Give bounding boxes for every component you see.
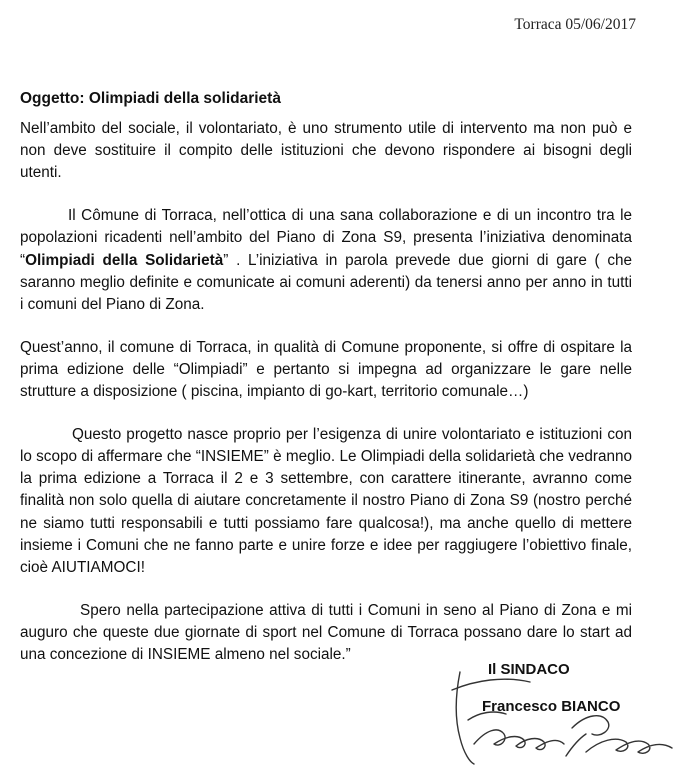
signature-stroke [474, 730, 564, 750]
date-line: Torraca 05/06/2017 [514, 16, 636, 33]
letter-body [20, 118, 632, 687]
paragraph-4: Questo progetto nasce proprio per l’esigenza di unire volontariato e istituzioni con lo scopo di affermare che “INSIEME” è meglio. Le Olimpiadi della solidarietà che vedranno la prima edizione a Torraca il 2 e 3 settembre, con carattere itinerante, avranno come finalità non solo quella di aiutare concretamente il nostro Piano di Zona S9 (nostro perché ne siamo tutti responsabili e tutti possiamo fare qualcosa!), ma anche quello di mettere insieme i Comuni che ne fanno parte e unire forze e idee per raggiugere l’obiettivo finale, cioè AIUTIAMOCI! [20, 425, 632, 576]
signature-stroke [566, 734, 586, 756]
signature-name: Francesco BIANCO [482, 698, 621, 715]
paragraph-2 [20, 205, 632, 316]
signature-stroke [452, 679, 530, 690]
paragraph-2-part-b: ” . L’iniziativa in parola prevede due giorni di gare ( che saranno meglio definite e comunicate ai comuni aderenti) da tenersi anno per anno in tutti i comuni del Piano di Zona. [20, 251, 632, 313]
paragraph-2-part-a: Il Cômune di Torraca, nell’ottica di una sana collaborazione e di un incontro tra le popolazioni ricadenti nell’ambito del Piano di Zona S9, presenta l’iniziativa denominata “ [20, 207, 632, 269]
paragraph-5: Spero nella partecipazione attiva di tutti i Comuni in seno al Piano di Zona e mi auguro che queste due giornate di sport nel Comune di Torraca possano dare lo start ad una concezione di INSIEME almeno nel sociale.” [20, 601, 632, 664]
handwritten-signature [446, 664, 686, 770]
signature-title: Il SINDACO [488, 661, 570, 678]
signature-stroke [586, 739, 672, 753]
paragraph-2-bold-title: Olimpiadi della Solidarietà [25, 251, 224, 269]
paragraph-3: Quest’anno, il comune di Torraca, in qualità di Comune proponente, si offre di ospitare la prima edizione delle “Olimpiadi” e pertanto si impegna ad organizzare le gare nelle strutture a disposizione ( piscina, impianto di go-kart, territorio comunale…) [20, 338, 632, 401]
signature-stroke [572, 716, 609, 735]
paragraph-1: Nell’ambito del sociale, il volontariato, è uno strumento utile di intervento ma non può e non deve sostituire il compito delle istituzioni che devono rispondere ai bisogni degli utenti. [20, 120, 632, 182]
subject-line: Oggetto: Olimpiadi della solidarietà [20, 90, 281, 107]
